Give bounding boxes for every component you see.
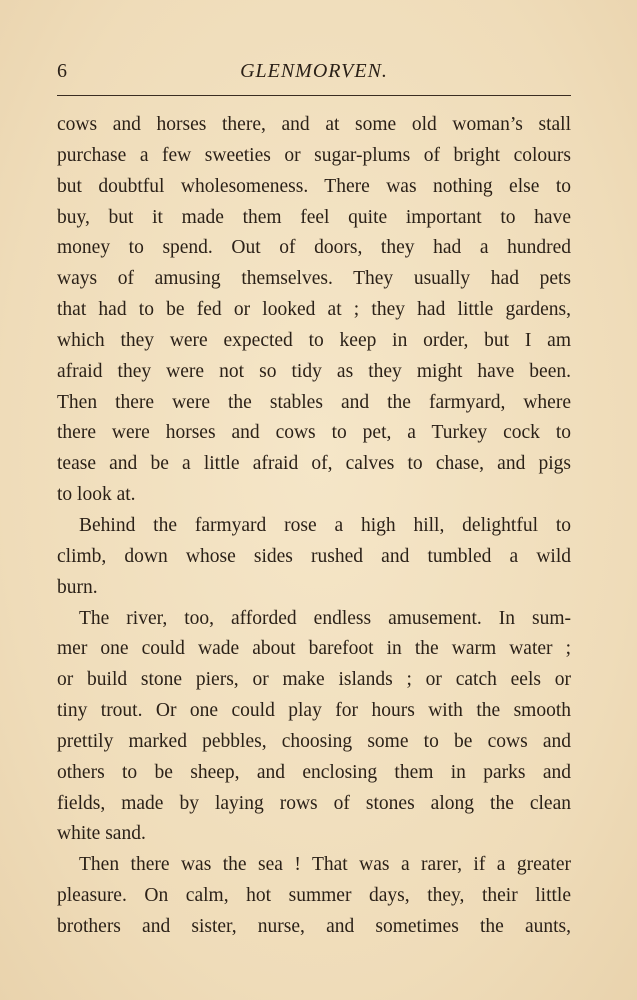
text-line: that had to be fed or looked at ; they had little gardens, [57, 299, 571, 321]
text-line: fields, made by laying rows of stones along the clean [57, 792, 571, 814]
text-line: there were horses and cows to pet, a Turkey cock to [57, 422, 571, 444]
text-line: brothers and sister, nurse, and sometimes the aunts, [57, 915, 571, 937]
text-line: purchase a few sweeties or sugar-plums of bright colours [57, 144, 571, 166]
text-line: pleasure. On calm, hot summer days, they, their little [57, 885, 571, 907]
page-header [57, 58, 571, 84]
text-line: others to be sheep, and enclosing them in parks and [57, 761, 571, 783]
text-line: white sand. [57, 823, 146, 845]
text-line: climb, down whose sides rushed and tumbled a wild [57, 545, 571, 567]
text-line: buy, but it made them feel quite important to have [57, 206, 571, 228]
text-line: ways of amusing themselves. They usually had pets [57, 268, 571, 290]
text-line: The river, too, afforded endless amusement. In sum- [79, 607, 571, 629]
text-line: Then there was the sea ! That was a rarer, if a greater [79, 854, 571, 876]
text-line: cows and horses there, and at some old woman’s stall [57, 114, 571, 135]
text-line: which they were expected to keep in order, but I am [57, 329, 571, 351]
text-line: but doubtful wholesomeness. There was nothing else to [57, 175, 571, 197]
text-line: money to spend. Out of doors, they had a hundred [57, 237, 571, 259]
text-line: burn. [57, 576, 98, 598]
running-title: GLENMORVEN. [240, 60, 388, 82]
text-line: prettily marked pebbles, choosing some to be cows and [57, 730, 571, 752]
page-number: 6 [57, 60, 67, 82]
text-line: tease and be a little afraid of, calves to chase, and pigs [57, 453, 571, 475]
text-line: Behind the farmyard rose a high hill, delightful to [79, 514, 571, 536]
text-line: or build stone piers, or make islands ; or catch eels or [57, 669, 571, 691]
text-line: afraid they were not so tidy as they might have been. [57, 360, 571, 382]
text-line: tiny trout. Or one could play for hours with the smooth [57, 700, 571, 722]
text-line: mer one could wade about barefoot in the warm water ; [57, 638, 571, 660]
text-line: Then there were the stables and the farmyard, where [57, 391, 571, 413]
header-rule [57, 95, 571, 96]
text-line: to look at. [57, 484, 136, 506]
body-text [57, 110, 571, 943]
